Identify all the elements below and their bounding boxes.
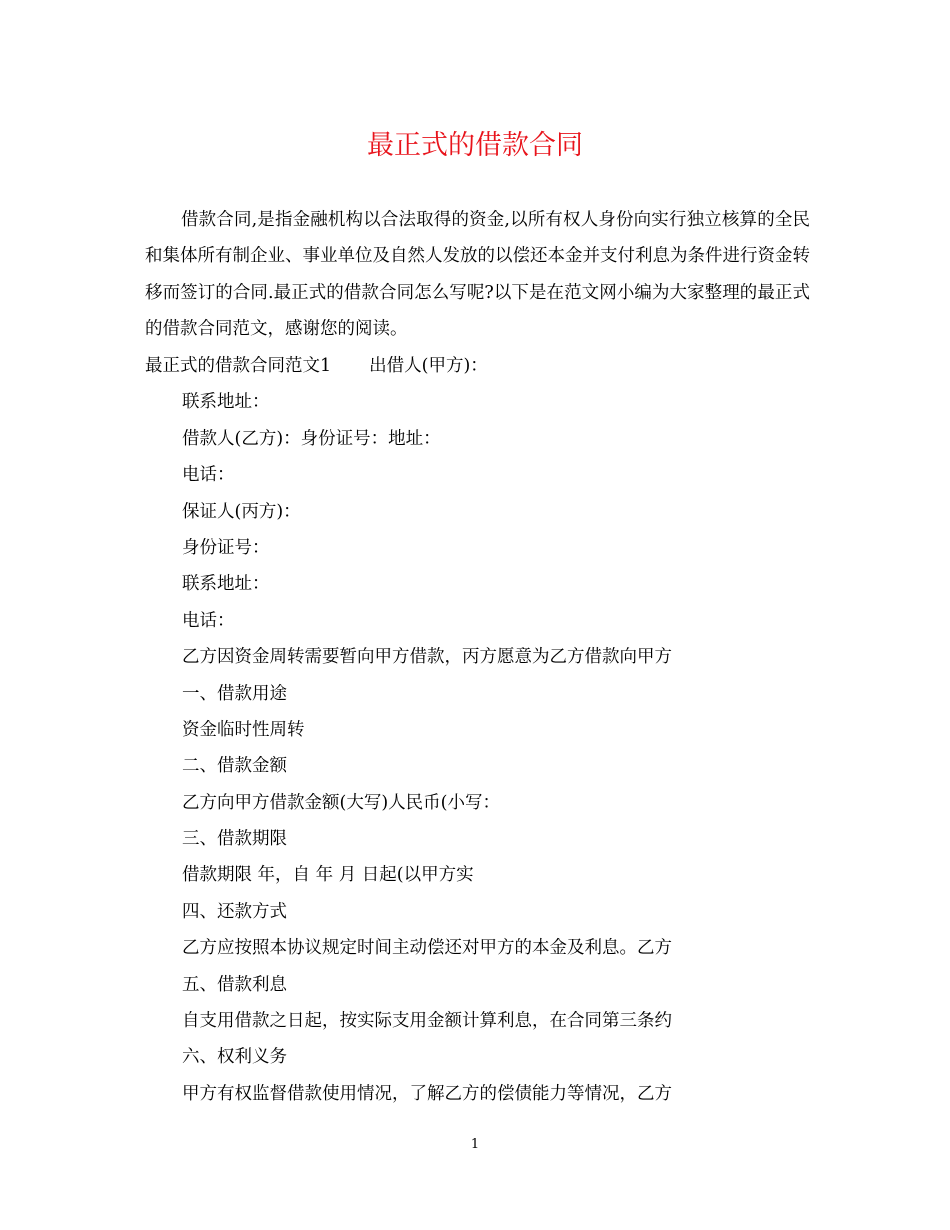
section-heading-term: 三、借款期限 [182,829,287,850]
phone-line: 电话： [182,465,235,486]
intro-paragraph: 借款合同,是指金融机构以合法取得的资金,以所有权人身份向实行独立核算的全民和集体所有制企业、事业单位及自然人发放的以偿还本金并支付利息为条件进行资金转移而签订的合同.最正式的借款合同怎么写呢?以下是在范文网小编为大家整理的最正式的借款合同范文，感谢您的阅读。 [145,210,810,340]
section-heading-purpose: 一、借款用途 [182,683,287,704]
section-body-interest: 自支用借款之日起，按实际支用金额计算利息，在合同第三条约 [182,1011,672,1032]
section-body-purpose: 资金临时性周转 [182,719,305,740]
id-number-line: 身份证号： [182,537,270,558]
section-body-rights: 甲方有权监督借款使用情况，了解乙方的偿债能力等情况，乙方 [182,1083,672,1104]
lender-label: 出借人(甲方)： [369,356,488,376]
contract-body [145,348,810,1112]
loan-purpose-statement: 乙方因资金周转需要暂向甲方借款，丙方愿意为乙方借款向甲方 [182,647,672,668]
section-heading-amount: 二、借款金额 [182,756,287,777]
section-body-term: 借款期限 年，自 年 月 日起(以甲方实 [182,865,474,886]
guarantor-line: 保证人(丙方)： [182,501,301,522]
section-body-repayment: 乙方应按照本协议规定时间主动偿还对甲方的本金及利息。乙方 [182,938,672,959]
section-heading-interest: 五、借款利息 [182,974,287,995]
contact-address-line: 联系地址： [182,392,270,413]
sample-heading: 最正式的借款合同范文1 [145,356,332,376]
borrower-line: 借款人(乙方)：身份证号：地址： [182,428,441,449]
section-heading-repayment: 四、还款方式 [182,901,287,922]
section-heading-rights: 六、权利义务 [182,1047,287,1068]
phone-line-2: 电话： [182,610,235,631]
section-body-amount: 乙方向甲方借款金额(大写)人民币(小写： [182,792,500,813]
document-title: 最正式的借款合同 [367,130,583,161]
sample-heading-line [145,348,810,384]
contact-address-line-2: 联系地址： [182,574,270,595]
page-number: 1 [470,1137,480,1152]
